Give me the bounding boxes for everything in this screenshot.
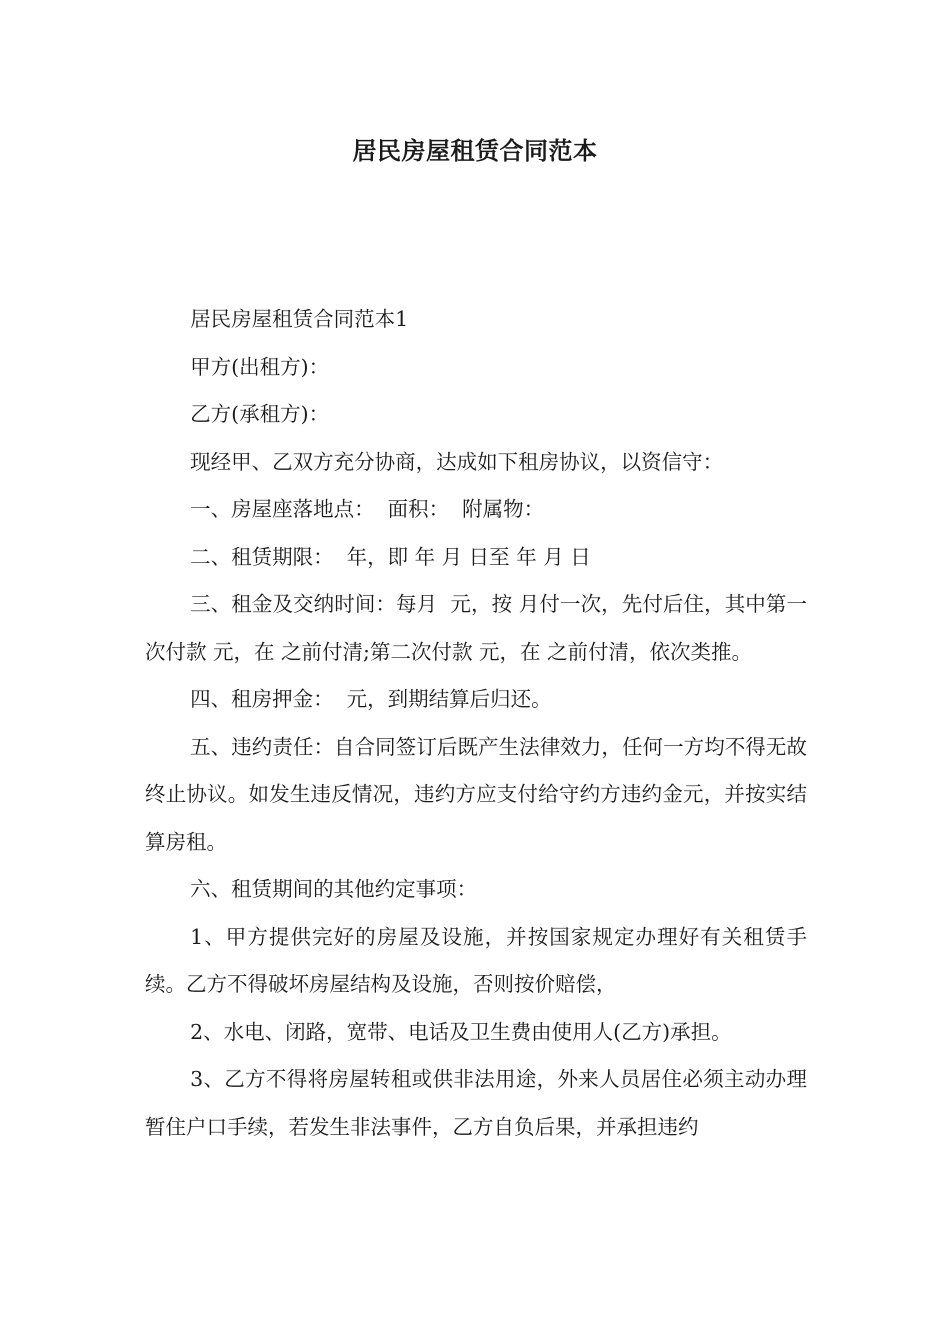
- paragraph-clause-term: 二、租赁期限： 年，即 年 月 日至 年 月 日: [190, 544, 591, 569]
- paragraph-clause-deposit: 四、租房押金： 元，到期结算后归还。: [190, 687, 552, 711]
- paragraph-agreement-intro: 现经甲、乙双方充分协商，达成如下租房协议，以资信守：: [190, 449, 724, 474]
- document-title: 居民房屋租赁合同范本: [352, 137, 598, 165]
- document-body: [145, 296, 807, 1151]
- paragraph-item-3: 3、乙方不得将房屋转租或供非法用途，外来人员居住必须主动办理暂住户口手续，若发生非法事件，乙方自负后果，并承担违约: [145, 1067, 807, 1139]
- paragraph-item-2: 2、水电、闭路，宽带、电话及卫生费由使用人(乙方)承担。: [190, 1019, 732, 1044]
- paragraph-clause-location: 一、房屋座落地点： 面积： 附属物：: [190, 497, 545, 521]
- paragraph-clause-liability: 五、违约责任：自合同签订后既产生法律效力，任何一方均不得无故终止协议。如发生违反情况，违约方应支付给守约方违约金元，并按实结算房租。: [145, 734, 807, 854]
- paragraph-heading: 居民房屋租赁合同范本1: [190, 307, 409, 331]
- paragraph-party-b: 乙方(承租方)：: [190, 402, 330, 426]
- paragraph-clause-rent: 三、租金及交纳时间：每月 元，按 月付一次，先付后住，其中第一次付款 元，在 之前付清;第二次付款 元，在 之前付清，依次类推。: [145, 592, 807, 664]
- paragraph-clause-other: 六、租赁期间的其他约定事项：: [190, 877, 478, 901]
- paragraph-party-a: 甲方(出租方)：: [190, 354, 330, 379]
- paragraph-item-1: 1、甲方提供完好的房屋及设施，并按国家规定办理好有关租赁手续。乙方不得破坏房屋结构及设施，否则按价赔偿，: [145, 924, 807, 996]
